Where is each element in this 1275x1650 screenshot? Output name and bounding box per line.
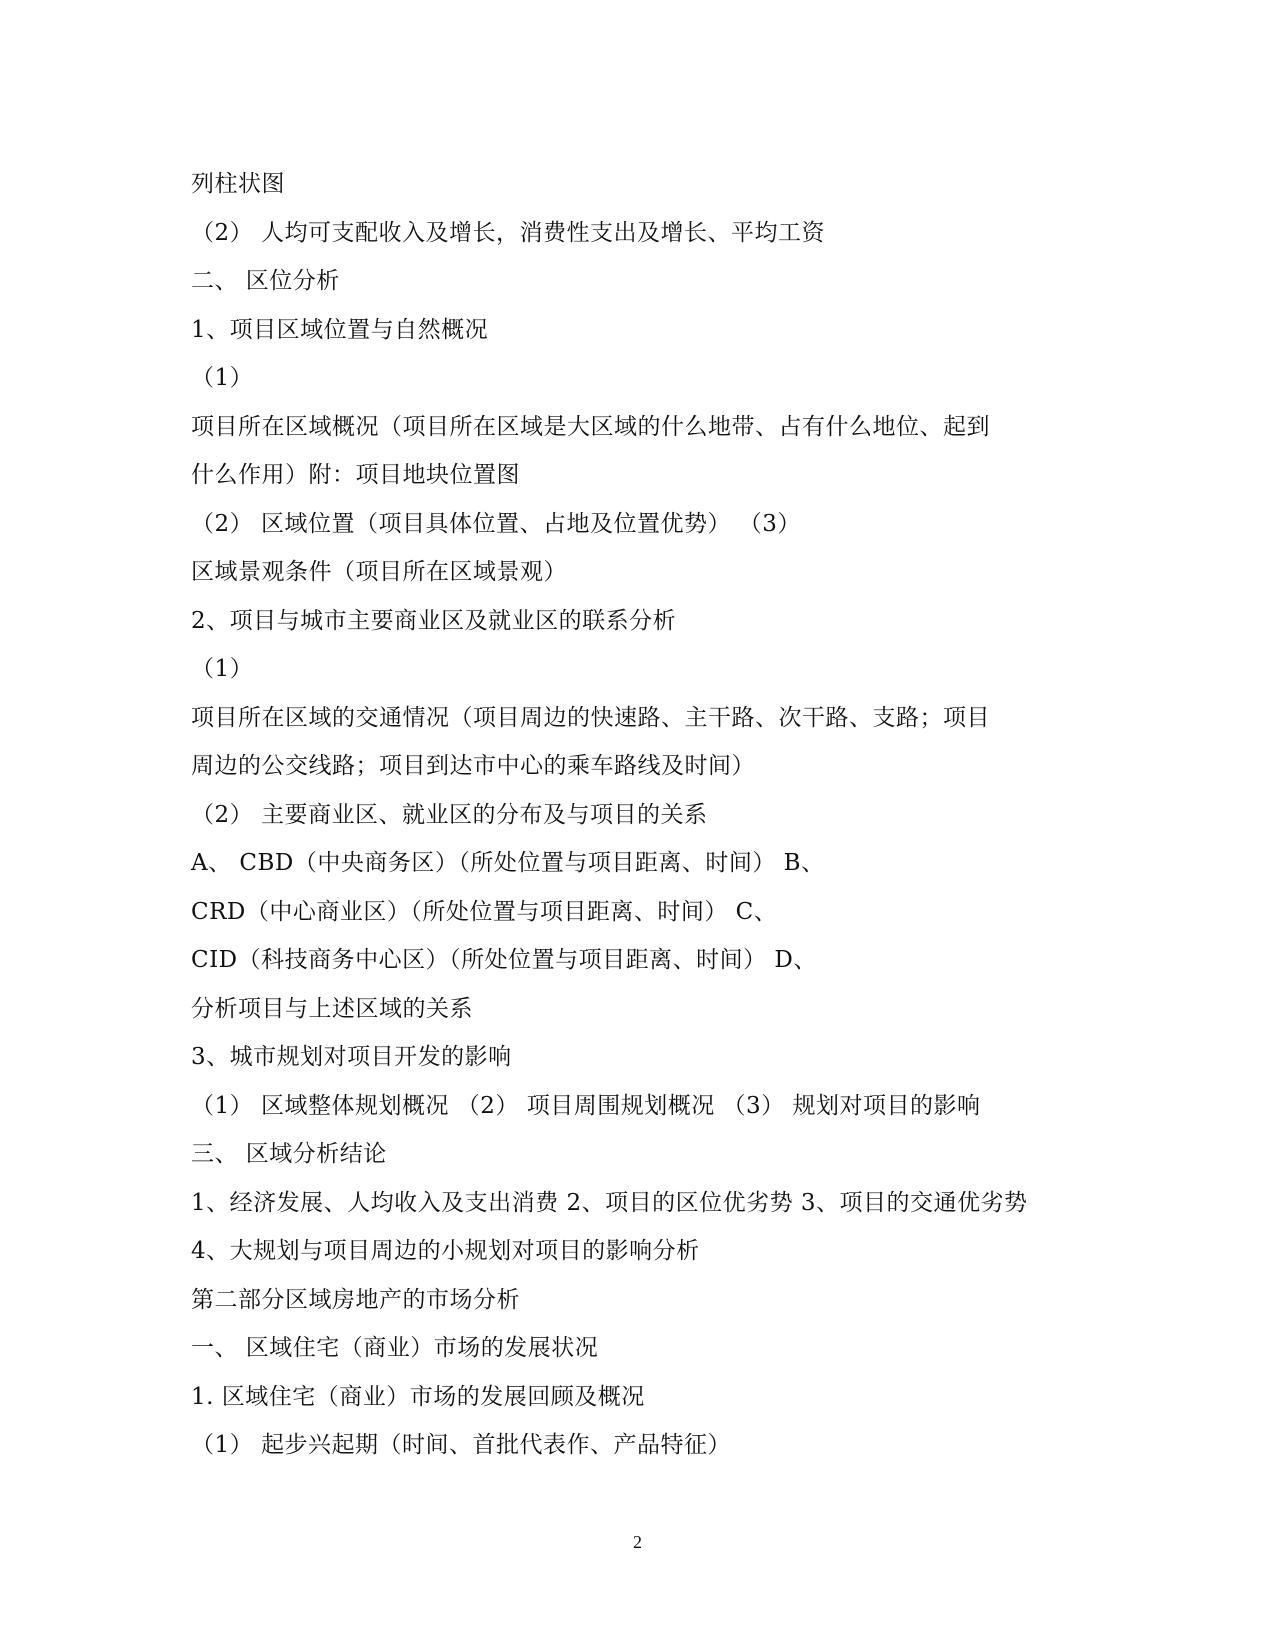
text-line: 什么作用）附：项目地块位置图 (191, 462, 520, 488)
text-line: 分析项目与上述区域的关系 (191, 995, 473, 1022)
text-line: （1） 区域整体规划概况 （2） 项目周围规划概况 （3） 规划对项目的影响 (191, 1092, 981, 1119)
text-line: （1） 起步兴起期（时间、首批代表作、产品特征） (191, 1432, 731, 1458)
text-line: 周边的公交线路；项目到达市中心的乘车路线及时间） (191, 753, 755, 779)
subsection-heading: 1、项目区域位置与自然概况 (191, 316, 489, 343)
text-line: 1、经济发展、人均收入及支出消费 2、项目的区位优劣势 3、项目的交通优劣势 (191, 1189, 1028, 1216)
text-line: 项目所在区域的交通情况（项目周边的快速路、主干路、次干路、支路；项目 (191, 704, 990, 731)
text-line: 区域景观条件（项目所在区域景观） (191, 559, 567, 585)
text-line: （1） (191, 365, 254, 391)
text-line: 项目所在区域概况（项目所在区域是大区域的什么地带、占有什么地位、起到 (191, 413, 990, 440)
text-line: CID（科技商务中心区）（所处位置与项目距离、时间） D、 (191, 947, 817, 973)
subsection-heading: 2、项目与城市主要商业区及就业区的联系分析 (191, 607, 677, 634)
text-line: （2） 区域位置（项目具体位置、占地及位置优势） （3） (191, 510, 801, 537)
page-number: 2 (633, 1532, 642, 1552)
text-line: 列柱状图 (191, 171, 285, 197)
text-line: 4、大规划与项目周边的小规划对项目的影响分析 (191, 1238, 700, 1264)
subsection-heading: 1. 区域住宅（商业）市场的发展回顾及概况 (191, 1383, 645, 1410)
subsection-heading: 3、城市规划对项目开发的影响 (191, 1044, 512, 1070)
section-heading: 一、 区域住宅（商业）市场的发展状况 (191, 1335, 599, 1361)
text-line: A、 CBD（中央商务区）（所处位置与项目距离、时间） B、 (191, 850, 825, 876)
text-line: （1） (191, 656, 254, 682)
section-heading: 二、 区位分析 (191, 268, 340, 294)
document-body (191, 160, 1091, 1470)
text-line: （2） 人均可支配收入及增长，消费性支出及增长、平均工资 (191, 219, 825, 246)
part-heading: 第二部分区域房地产的市场分析 (191, 1286, 520, 1313)
text-line: （2） 主要商业区、就业区的分布及与项目的关系 (191, 801, 708, 828)
section-heading: 三、 区域分析结论 (191, 1141, 387, 1167)
text-line: CRD（中心商业区）（所处位置与项目距离、时间） C、 (191, 898, 778, 925)
